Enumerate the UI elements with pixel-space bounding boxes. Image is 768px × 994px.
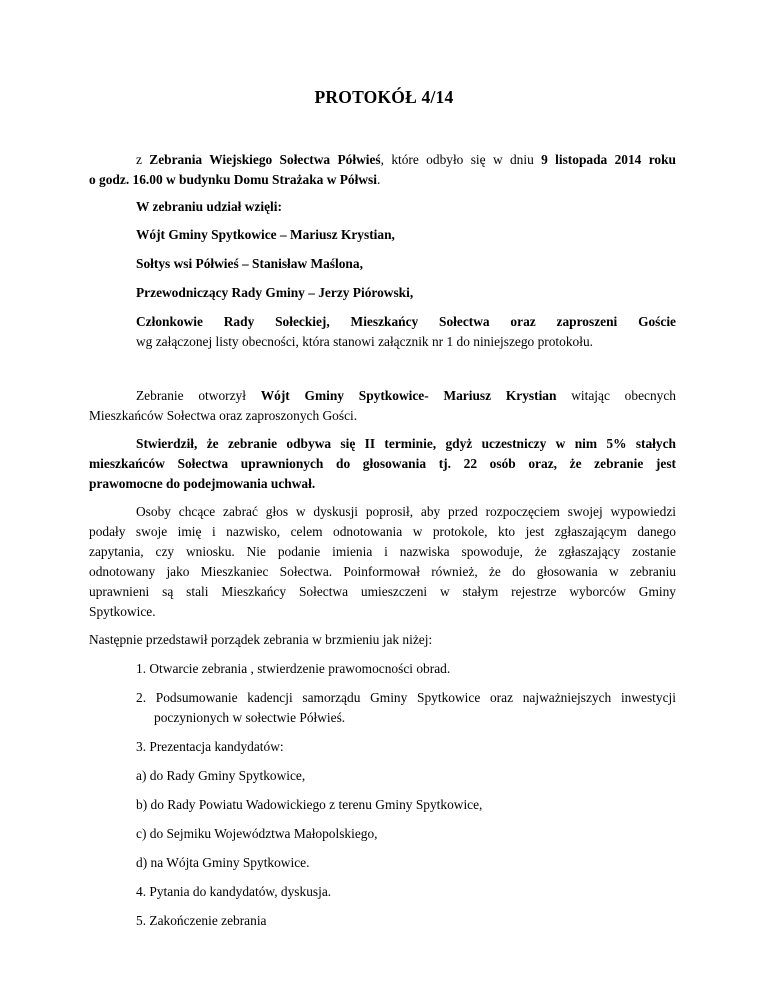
- document-title: PROTOKÓŁ 4/14: [314, 87, 454, 107]
- agenda-item-3b: b) do Rady Powiatu Wadowickiego z terenu Gminy Spytkowice,: [136, 797, 483, 812]
- intro-line-2: [89, 170, 380, 190]
- rules-line-2: podały swoje imię i nazwisko, celem odnotowania w protokole, kto jest zgłaszającym danego: [89, 524, 676, 539]
- attendee-przewodniczacy: Przewodniczący Rady Gminy – Jerzy Piórowski,: [136, 285, 414, 300]
- agenda-intro: Następnie przedstawił porządek zebrania w brzmieniu jak niżej:: [89, 632, 433, 647]
- meeting-date: 9 listopada 2014 roku: [541, 152, 677, 167]
- meeting-name: Zebrania Wiejskiego Sołectwa Półwieś: [149, 152, 381, 167]
- agenda-item-5: 5. Zakończenie zebrania: [136, 913, 267, 928]
- attendee-soltys: Sołtys wsi Półwieś – Stanisław Maślona,: [136, 256, 363, 271]
- intro-line-1: [136, 150, 676, 170]
- rules-line-5: uprawnieni są stali Mieszkańcy Sołectwa umieszczeni w stałym rejestrze wyborców Gminy: [89, 584, 676, 599]
- intro-pre: z: [136, 152, 150, 167]
- agenda-item-1: 1. Otwarcie zebrania , stwierdzenie prawomocności obrad.: [136, 661, 451, 676]
- agenda-item-2: 2. Podsumowanie kadencji samorządu Gminy Spytkowice oraz najważniejszych inwestycji: [136, 690, 676, 705]
- opening-line-1: [136, 386, 676, 406]
- agenda-item-4: 4. Pytania do kandydatów, dyskusja.: [136, 884, 332, 899]
- quorum-line-2: mieszkańców Sołectwa uprawnionych do głosowania tj. 22 osób oraz, że zebranie jest: [89, 456, 676, 471]
- agenda-item-3d: d) na Wójta Gminy Spytkowice.: [136, 855, 310, 870]
- opening-person: Wójt Gminy Spytkowice- Mariusz Krystian: [260, 388, 557, 403]
- intro-mid: , które odbyło się w dniu: [380, 152, 542, 167]
- attendance-members-note: wg załączonej listy obecności, która stanowi załącznik nr 1 do niniejszego protokołu.: [136, 334, 594, 349]
- quorum-line-1: Stwierdził, że zebranie odbywa się II terminie, gdyż uczestniczy w nim 5% stałych: [136, 436, 676, 451]
- agenda-item-3a: a) do Rady Gminy Spytkowice,: [136, 768, 306, 783]
- opening-line-2: Mieszkańców Sołectwa oraz zaproszonych Gości.: [89, 408, 358, 423]
- attendee-wojt: Wójt Gminy Spytkowice – Mariusz Krystian,: [136, 227, 395, 242]
- rules-line-1: Osoby chcące zabrać głos w dyskusji poprosił, aby przed rozpoczęciem swojej wypowiedzi: [136, 504, 676, 519]
- attendance-heading: W zebraniu udział wzięli:: [136, 199, 282, 214]
- intro-end: .: [376, 172, 381, 187]
- rules-line-4: odnotowany jako Mieszkaniec Sołectwa. Poinformował również, że do głosowania w zebraniu: [89, 564, 676, 579]
- quorum-line-3: prawomocne do podejmowania uchwał.: [89, 476, 316, 491]
- agenda-item-3: 3. Prezentacja kandydatów:: [136, 739, 284, 754]
- agenda-item-2-cont: poczynionych w sołectwie Półwieś.: [154, 710, 346, 725]
- rules-line-3: zapytania, czy wniosku. Nie podanie imienia i nazwiska spowoduje, że zgłaszający zostanie: [89, 544, 676, 559]
- agenda-item-3c: c) do Sejmiku Województwa Małopolskiego,: [136, 826, 378, 841]
- attendance-members: Członkowie Rady Sołeckiej, Mieszkańcy Sołectwa oraz zaproszeni Goście: [136, 314, 676, 329]
- meeting-place: o godz. 16.00 w budynku Domu Strażaka w Półwsi: [89, 172, 377, 187]
- opening-post: witając obecnych: [556, 388, 676, 403]
- rules-line-6: Spytkowice.: [89, 604, 156, 619]
- opening-pre: Zebranie otworzył: [136, 388, 261, 403]
